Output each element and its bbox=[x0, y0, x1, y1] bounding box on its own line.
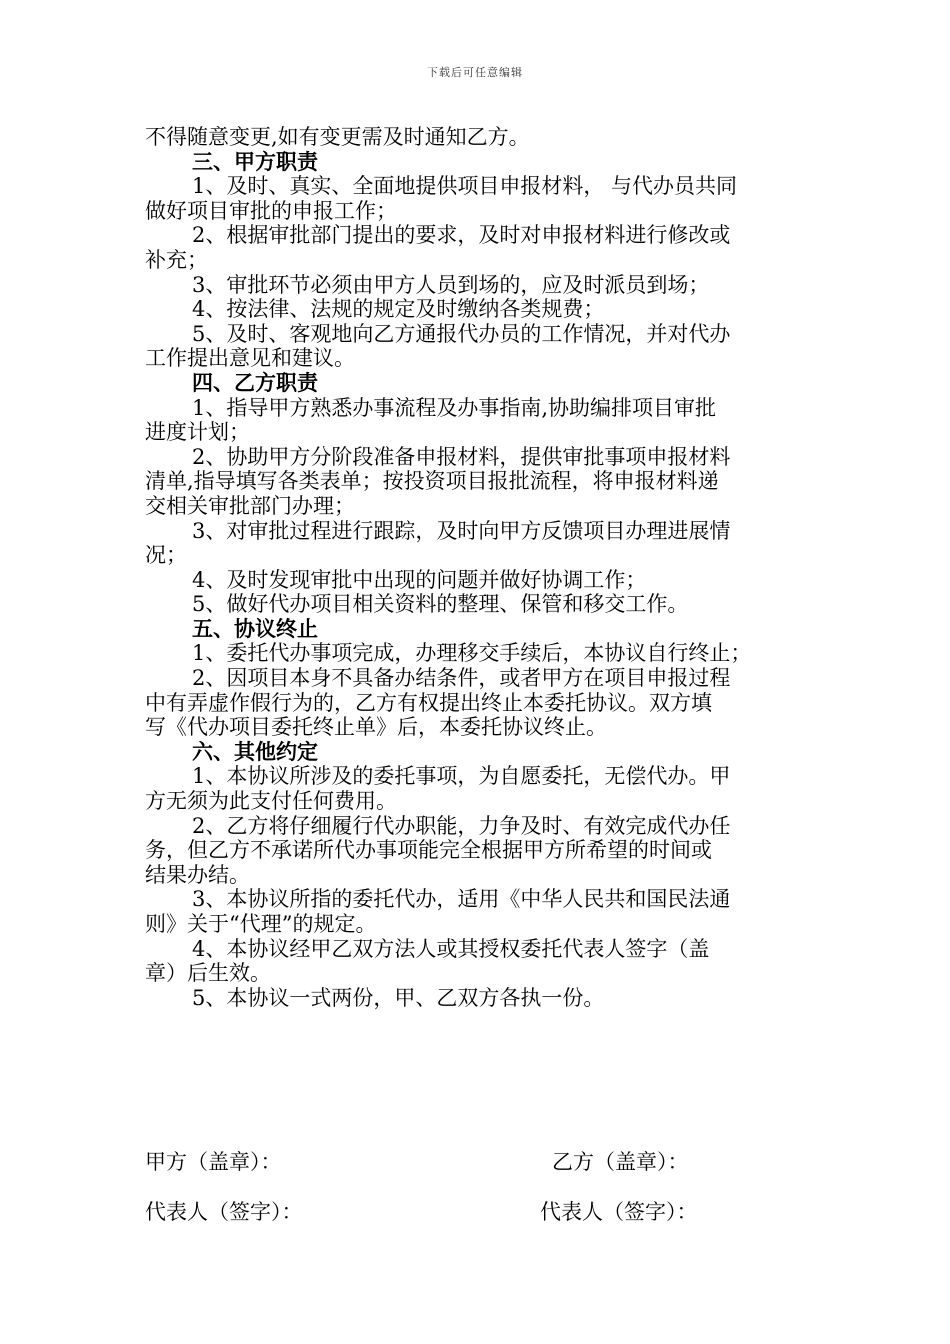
body-line: 1、委托代办事项完成，办理移交手续后，本协议自行终止； bbox=[192, 641, 752, 666]
body-line: 况； bbox=[145, 543, 187, 568]
body-line: 3、对审批过程进行跟踪，及时向甲方反馈项目办理进展情 bbox=[192, 518, 731, 543]
body-line: 1、及时、真实、全面地提供项目申报材料， 与代办员共同 bbox=[192, 174, 738, 199]
body-line: 4、及时发现审批中出现的问题并做好协调工作； bbox=[192, 567, 647, 592]
body-line: 1、本协议所涉及的委托事项，为自愿委托，无偿代办。甲 bbox=[192, 764, 731, 789]
body-line: 4、按法律、法规的规定及时缴纳各类规费； bbox=[192, 297, 605, 322]
body-line: 结果办结。 bbox=[145, 862, 250, 887]
body-line: 不得随意变更,如有变更需及时通知乙方。 bbox=[145, 125, 530, 149]
section-heading: 三、甲方职责 bbox=[192, 148, 318, 174]
body-line: 补充； bbox=[145, 247, 208, 272]
party-b-representative-label: 代表人（签字）： bbox=[540, 1200, 698, 1224]
body-line: 中有弄虚作假行为的，乙方有权提出终止本委托协议。双方填 bbox=[145, 690, 712, 715]
body-line: 务，但乙方不承诺所代办事项能完全根据甲方所希望的时间或 bbox=[145, 838, 712, 863]
party-b-seal-label: 乙方（盖章）： bbox=[552, 1150, 689, 1174]
party-a-representative-label: 代表人（签字）： bbox=[145, 1200, 303, 1224]
body-line: 进度计划； bbox=[145, 420, 250, 445]
body-line: 章）后生效。 bbox=[145, 961, 271, 986]
body-line: 2、协助甲方分阶段准备申报材料，提供审批事项申报材料 bbox=[192, 444, 731, 469]
body-line: 3、本协议所指的委托代办，适用《中华人民共和国民法通 bbox=[192, 887, 731, 912]
body-line: 交相关审批部门办理； bbox=[145, 493, 355, 518]
body-line: 1、指导甲方熟悉办事流程及办事指南,协助编排项目审批 bbox=[192, 395, 717, 420]
body-line: 做好项目审批的申报工作； bbox=[145, 198, 397, 223]
body-line: 5、本协议一式两份，甲、乙双方各执一份。 bbox=[192, 985, 605, 1010]
section-heading: 五、协议终止 bbox=[192, 615, 318, 641]
body-line: 写《代办项目委托终止单》后，本委托协议终止。 bbox=[145, 715, 607, 740]
body-line: 2、因项目本身不具备办结条件，或者甲方在项目申报过程 bbox=[192, 666, 731, 691]
section-heading: 六、其他约定 bbox=[192, 738, 318, 764]
body-line: 清单,指导填写各类表单；按投资项目报批流程，将申报材料递 bbox=[145, 469, 719, 494]
agreement-body bbox=[145, 125, 810, 1010]
body-line: 2、根据审批部门提出的要求，及时对申报材料进行修改或 bbox=[192, 223, 731, 248]
body-line: 5、及时、客观地向乙方通报代办员的工作情况，并对代办 bbox=[192, 321, 731, 346]
body-line: 3、审批环节必须由甲方人员到场的，应及时派员到场； bbox=[192, 272, 710, 297]
body-line: 方无须为此支付任何费用。 bbox=[145, 789, 397, 814]
body-line: 4、本协议经甲乙双方法人或其授权委托代表人签字（盖 bbox=[192, 936, 710, 961]
party-a-seal-label: 甲方（盖章）： bbox=[145, 1150, 282, 1174]
body-line: 5、做好代办项目相关资料的整理、保管和移交工作。 bbox=[192, 592, 689, 617]
page-header: 下载后可任意编辑 bbox=[427, 66, 523, 79]
body-line: 工作提出意见和建议。 bbox=[145, 346, 355, 371]
body-line: 2、乙方将仔细履行代办职能，力争及时、有效完成代办任 bbox=[192, 813, 731, 838]
section-heading: 四、乙方职责 bbox=[192, 369, 318, 395]
body-line: 则》关于“代理”的规定。 bbox=[145, 912, 377, 936]
